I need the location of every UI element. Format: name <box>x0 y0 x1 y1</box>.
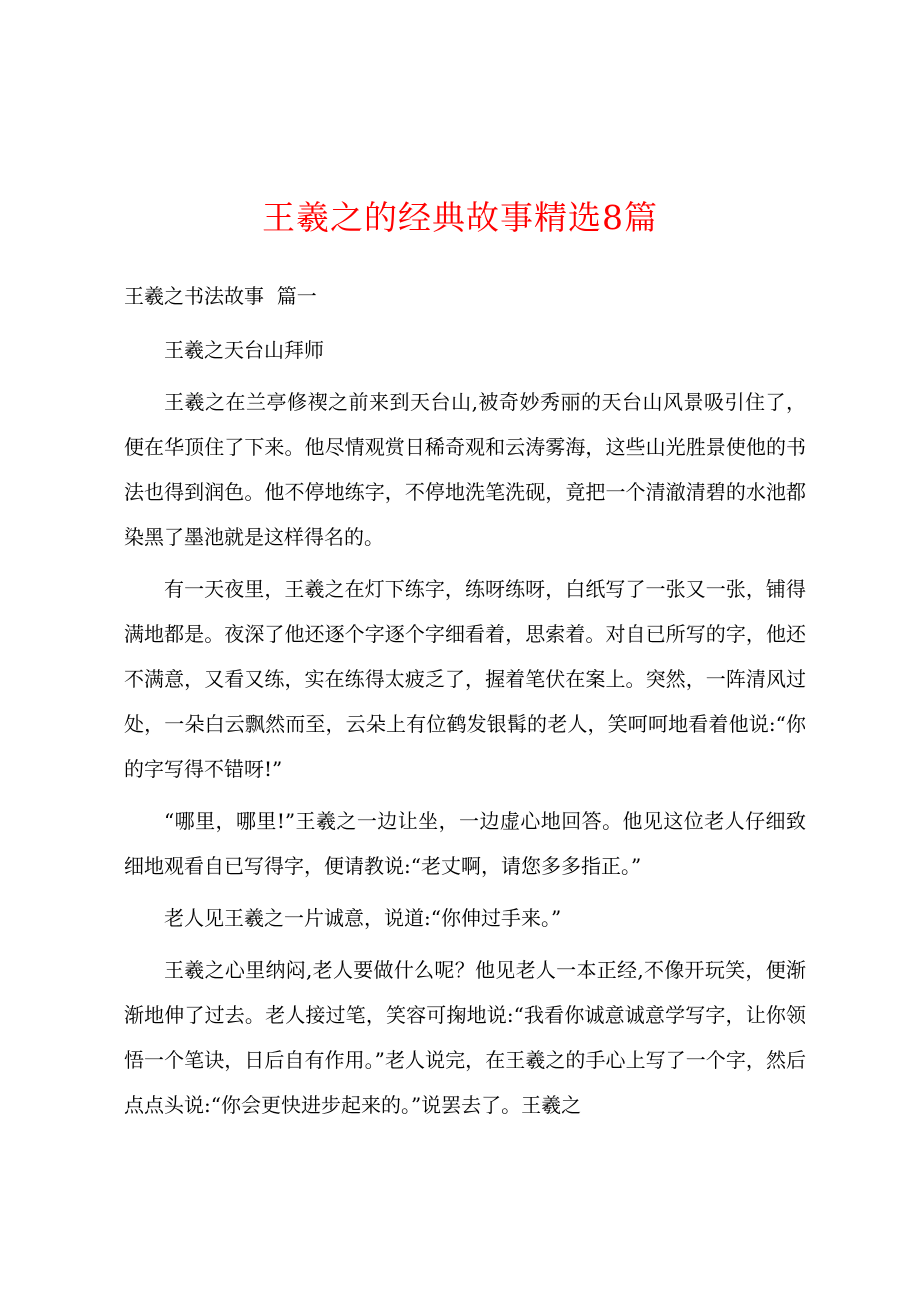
paragraph: 有一天夜里，王羲之在灯下练字，练呀练呀，白纸写了一张又一张，铺得满地都是。夜深了他还逐个字逐个字细看着，思索着。对自已所写的字，他还不满意，又看又练，实在练得太疲乏了，握着笔伏在案上。突然，一阵清风过处，一朵白云飘然而至，云朵上有位鹤发银髯的老人，笑呵呵地看着他说:“你的字写得不错呀!” <box>124 577 806 781</box>
paragraph: 老人见王羲之一片诚意，说道:“你伸过手来。” <box>164 906 562 930</box>
paragraph: 王羲之在兰亭修禊之前来到天台山,被奇妙秀丽的天台山风景吸引住了，便在华顶住了下来。他尽情观赏日稀奇观和云涛雾海，这些山光胜景使他的书法也得到润色。他不停地练字，不停地洗笔洗砚，竟把一个清澈清碧的水池都染黑了墨池就是这样得名的。 <box>124 390 806 549</box>
paragraph-subtitle: 王羲之天台山拜师 <box>164 338 324 362</box>
document-title: 王羲之的经典故事精选8篇 <box>262 198 658 237</box>
section-heading: 王羲之书法故事 篇一 <box>124 284 317 308</box>
paragraph: 王羲之心里纳闷,老人要做什么呢？他见老人一本正经,不像开玩笑，便渐渐地伸了过去。老人接过笔，笑容可掬地说:“我看你诚意诚意学写字，让你领悟一个笔诀，日后自有作用。”老人说完，在王羲之的手心上写了一个字，然后点点头说:“你会更快进步起来的。”说罢去了。王羲之 <box>124 958 806 1117</box>
document-body <box>124 328 806 1128</box>
paragraph: “哪里，哪里!”王羲之一边让坐，一边虚心地回答。他见这位老人仔细致细地观看自已写得字，便请教说:“老丈啊，请您多多指正。” <box>124 809 806 878</box>
